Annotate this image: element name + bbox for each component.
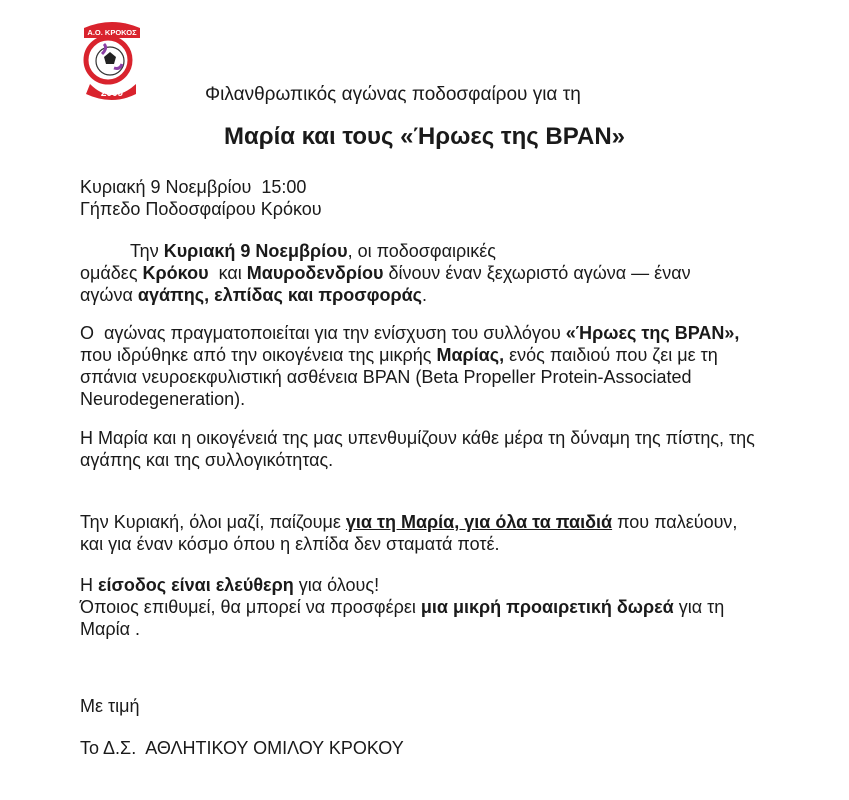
bold-text: Κυριακή 9 Νοεμβρίου: [163, 241, 348, 261]
text-line: Μαρία .: [80, 619, 141, 639]
paragraph-2: [80, 322, 739, 410]
text: που ιδρύθηκε από την οικογένεια της μικρής: [80, 345, 437, 365]
text: .: [422, 285, 428, 305]
text: Όποιος επιθυμεί, θα μπορεί να προσφέρει: [80, 597, 421, 617]
bold-text: Μαρίας,: [436, 345, 505, 365]
signature: Το Δ.Σ. ΑΘΛΗΤΙΚΟΥ ΟΜΙΛΟΥ ΚΡΟΚΟΥ: [80, 738, 404, 758]
bold-text: είσοδος είναι ελεύθερη: [98, 575, 294, 595]
text: για όλους!: [293, 575, 380, 595]
page-title: Μαρία και τους «Ήρωες της BPAN»: [223, 123, 625, 150]
event-datetime: Κυριακή 9 Νοεμβρίου 15:00: [80, 177, 307, 197]
text: Την Κυριακή, όλοι μαζί, παίζουμε: [80, 512, 346, 532]
bold-text: Κρόκου: [142, 263, 209, 283]
bold-text: μια μικρή προαιρετική δωρεά: [420, 597, 674, 617]
text-line: αγάπης και της συλλογικότητας.: [80, 450, 334, 470]
paragraph-1: [80, 240, 691, 306]
text: αγώνα: [80, 285, 138, 305]
bold-text: αγάπης, ελπίδας και προσφοράς: [137, 285, 422, 305]
event-venue: Γήπεδο Ποδοσφαίρου Κρόκου: [80, 199, 322, 219]
text-line: και για έναν κόσμο όπου η ελπίδα δεν σταματά ποτέ.: [80, 534, 500, 554]
paragraph-4: [80, 511, 737, 555]
text: Την: [130, 241, 164, 261]
svg-text:Α.Ο. ΚΡΟΚΟΣ: Α.Ο. ΚΡΟΚΟΣ: [87, 28, 137, 37]
text: για τη: [673, 597, 725, 617]
club-logo: [80, 14, 144, 104]
text: δίνουν έναν ξεχωριστό αγώνα — έναν: [383, 263, 691, 283]
text: Η: [80, 575, 98, 595]
text: , οι ποδοσφαιρικές: [347, 241, 496, 261]
text-line: Neurodegeneration).: [80, 389, 246, 409]
text-line: σπάνια νευροεκφυλιστική ασθένεια BPAN (Beta Propeller Protein-Associated: [80, 367, 692, 387]
text: ενός παιδιού που ζει με τη: [504, 345, 718, 365]
underlined-text: για τη Μαρία, για όλα τα παιδιά: [345, 512, 613, 532]
paragraph-5: [80, 574, 724, 640]
closing-text: Με τιμή: [80, 696, 140, 716]
club-logo-icon: [80, 14, 144, 104]
text-line: Η Μαρία και η οικογένειά της μας υπενθυμίζουν κάθε μέρα τη δύναμη της πίστης, της: [80, 428, 755, 448]
text: που παλεύουν,: [612, 512, 738, 532]
text: Ο αγώνας πραγματοποιείται για την ενίσχυση του συλλόγου: [80, 323, 566, 343]
svg-text:2009: 2009: [100, 88, 124, 99]
intro-text: Φιλανθρωπικός αγώνας ποδοσφαίρου για τη: [205, 84, 581, 105]
paragraph-3: [80, 427, 755, 471]
event-info: [80, 176, 322, 220]
text: και: [208, 263, 247, 283]
bold-text: «Ήρωες της BPAN»,: [565, 323, 740, 343]
text: ομάδες: [80, 263, 143, 283]
bold-text: Μαυροδενδρίου: [246, 263, 384, 283]
